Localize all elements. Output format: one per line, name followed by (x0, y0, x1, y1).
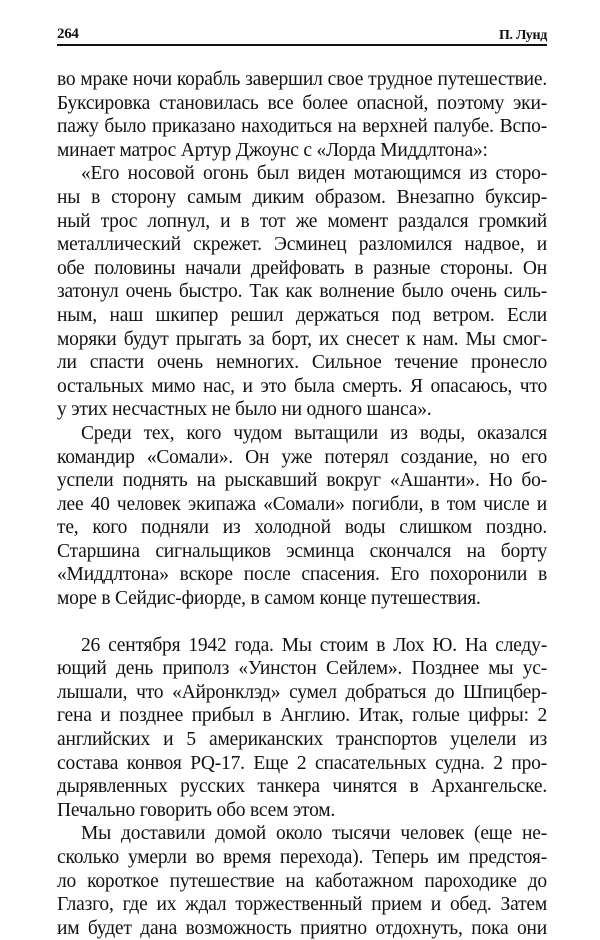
text-line: сколько умерли во время перехода). Теперь им предстоя- (57, 847, 547, 868)
text-line: ли спасти очень немногих. Сильное течение пронесло (57, 352, 547, 374)
text-line: ный трос лопнул, и в тот же момент раздался громкий (57, 210, 547, 232)
text-line: море в Сейдис-фиорде, в самом конце путешествия. (57, 588, 481, 610)
text-line: ным, наш шкипер решил держаться под ветром. Если (57, 304, 547, 326)
text-line: лее 40 человек экипажа «Сомали» погибли, в том числе и (57, 493, 547, 515)
text-line: Глазго, где их ждал торжественный прием и обед. Затем (57, 894, 547, 916)
text-line: у этих несчастных не было ни одного шанса». (57, 399, 432, 421)
paragraph (57, 422, 547, 611)
text-line: Буксировка становилась все более опасной, поэтому эки- (57, 92, 547, 114)
text-line: Среди тех, кого чудом вытащили из воды, оказался (81, 422, 547, 444)
text-line: минает матрос Артур Джоунс с «Лорда Миддлтона»: (57, 139, 488, 161)
text-line: им будет дана возможность приятно отдохнуть, пока они (57, 917, 547, 939)
text-line: металлический скрежет. Эсминец разломился надвое, и (57, 234, 547, 256)
running-head-author: П. Лунд (498, 28, 547, 43)
paragraph (57, 162, 547, 422)
text-line: во мраке ночи корабль завершил свое трудное путешествие. (57, 69, 547, 90)
text-line: командир «Сомали». Он уже потерял создание, но его (57, 446, 547, 468)
text-line: затонул очень быстро. Так как волнение было очень силь- (57, 281, 547, 303)
text-line: обе половины начали дрейфовать в разные стороны. Он (57, 257, 547, 279)
text-line: дырявленных русских танкера чинятся в Архангельске. (57, 776, 547, 798)
text-line: пажу было приказано находиться на верхней палубе. Вспо- (57, 116, 547, 138)
paragraph (57, 634, 547, 823)
section-break (57, 611, 547, 634)
text-line: моряки будут прыгать за борт, их снесет к нам. Мы смог- (57, 328, 547, 350)
text-line: «Миддлтона» вскоре после спасения. Его похоронили в (57, 564, 547, 586)
text-line: 26 сентября 1942 года. Мы стоим в Лох Ю. На следу- (81, 634, 547, 656)
text-line: ющий день приполз «Уинстон Сейлем». Позднее мы ус- (57, 658, 547, 680)
paragraph (57, 68, 547, 162)
page-header (57, 24, 547, 46)
body-text (57, 68, 547, 940)
text-line: английских и 5 американских транспортов уцелели из (57, 729, 547, 751)
text-line: Печально говорить обо всем этом. (57, 799, 336, 821)
text-line: те, кого подняли из холодной воды слишком поздно. (57, 517, 547, 539)
text-line: ло короткое путешествие на каботажном пароходике до (57, 870, 547, 892)
text-line: успели поднять на рыскавший вокруг «Ашанти». Но бо- (57, 470, 547, 492)
text-line: Мы доставили домой около тысячи человек (еще не- (81, 823, 547, 845)
text-line: ны в сторону самым диким образом. Внезапно буксир- (57, 186, 547, 208)
paragraph (57, 822, 547, 940)
text-line: гена и позднее прибыл в Англию. Итак, голые цифры: 2 (57, 705, 547, 727)
text-line: состава конвоя PQ-17. Еще 2 спасательных судна. 2 про- (57, 752, 547, 774)
text-line: «Его носовой огонь был виден мотающимся из сторо- (81, 163, 547, 185)
text-line: остальных мимо нас, и это была смерть. Я опасаюсь, что (57, 375, 547, 397)
text-line: лышали, что «Айронклэд» сумел добраться до Шпицбер- (57, 681, 547, 703)
text-line: Старшина сигнальщиков эсминца скончался на борту (57, 540, 547, 562)
page-number: 264 (57, 26, 79, 42)
